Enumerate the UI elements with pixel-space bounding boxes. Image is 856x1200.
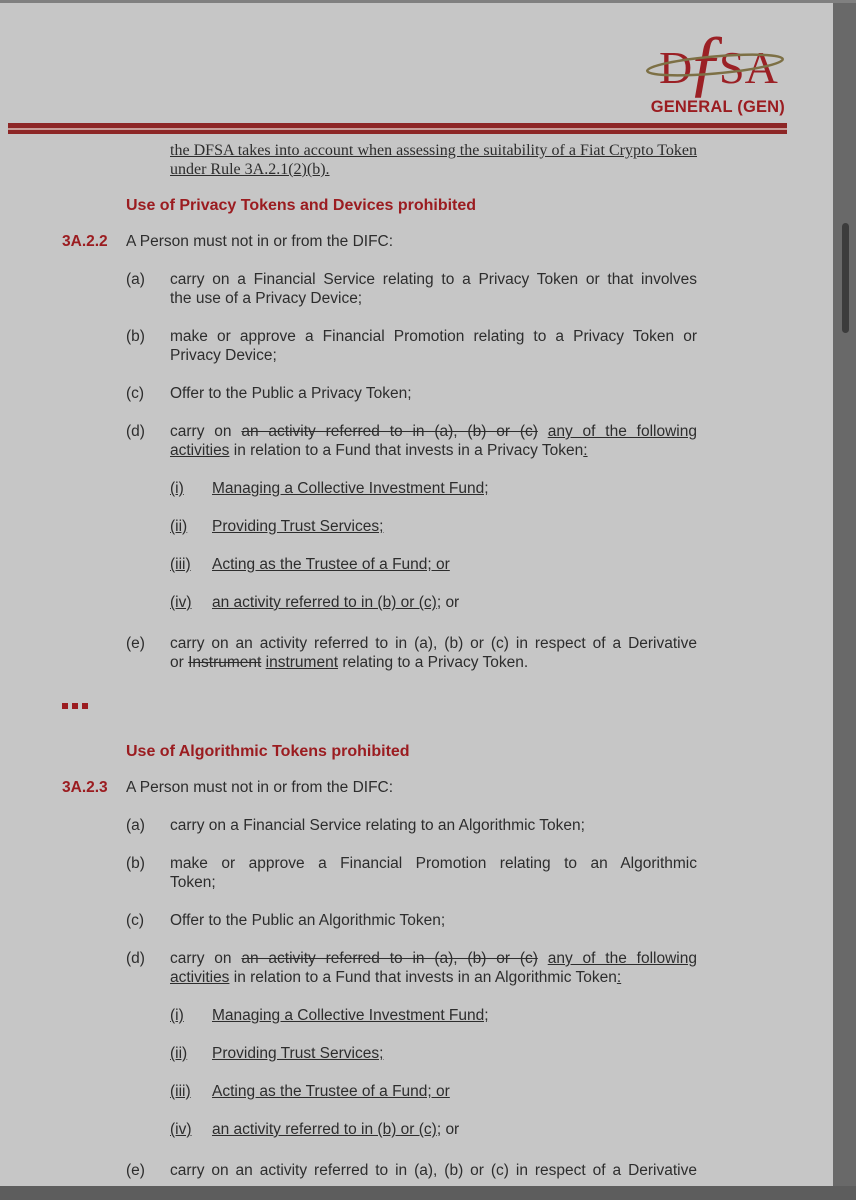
list-label: (c) (126, 385, 145, 402)
list-text (170, 816, 697, 835)
text-line: Managing a Collective Investment Fund; (212, 1007, 489, 1024)
general-gen-title: GENERAL (GEN) (650, 98, 785, 116)
list-text (212, 593, 630, 612)
text-line: the use of a Privacy Device; (170, 290, 363, 307)
text-line: an activity referred to in (b) or (c); or (212, 594, 460, 611)
list-label: (ii) (170, 518, 188, 535)
list-item (126, 949, 697, 987)
list-label: (a) (126, 817, 145, 834)
text-line: make or approve a Financial Promotion relating to a Privacy Token or (170, 328, 697, 345)
text-line: the DFSA takes into account when assessing the suitability of a Fiat Crypto Token (170, 142, 697, 159)
document-page (0, 3, 833, 1186)
list-item (126, 327, 697, 365)
text-line: carry on an activity referred to in (a), (b) or (c) any of the following (170, 423, 697, 440)
text-line: carry on an activity referred to in (a), (b) or (c) in respect of a Derivative (170, 1162, 697, 1179)
list-text (212, 1006, 630, 1025)
section-heading: Use of Privacy Tokens and Devices prohibited (126, 197, 477, 214)
scrollbar-thumb[interactable] (842, 223, 849, 333)
text-line: Offer to the Public a Privacy Token; (170, 385, 412, 402)
section-heading: Use of Algorithmic Tokens prohibited (126, 743, 410, 760)
list-text (212, 1082, 630, 1101)
text-line: Privacy Device; (170, 347, 277, 364)
rule-text (126, 232, 697, 251)
sub-list-item (170, 593, 630, 612)
list-text (170, 854, 697, 892)
list-text (170, 911, 697, 930)
rule-number: 3A.2.2 (62, 233, 108, 250)
ellipsis-marker (62, 703, 833, 709)
list-label: (b) (126, 328, 145, 345)
list-item (126, 854, 697, 892)
text-line: make or approve a Financial Promotion relating to an Algorithmic (170, 855, 697, 872)
sub-list-item (170, 1120, 630, 1139)
list-text (212, 1044, 630, 1063)
text-line: under Rule 3A.2.1(2)(b). (170, 161, 330, 178)
sub-list-item (170, 555, 630, 574)
list-label: (b) (126, 855, 145, 872)
rule-paragraph (62, 778, 697, 797)
text-line: Token; (170, 874, 216, 891)
logo-letter-f: ƒ (687, 21, 725, 99)
list-text (170, 422, 697, 460)
list-label: (iv) (170, 594, 192, 611)
list-label: (i) (170, 480, 184, 497)
text-line: A Person must not in or from the DIFC: (126, 233, 394, 250)
window-top-edge (0, 0, 856, 3)
list-label: (e) (126, 635, 145, 652)
text-line: Providing Trust Services; (212, 518, 384, 535)
list-label: (d) (126, 423, 145, 440)
logo-letter-d: D (659, 42, 693, 93)
text-line: carry on an activity referred to in (a), (b) or (c) any of the following (170, 950, 697, 967)
sub-list-item (170, 1044, 630, 1063)
sub-list-item (170, 479, 630, 498)
list-item (126, 634, 697, 672)
rule-text (126, 778, 697, 797)
list-item (126, 270, 697, 308)
sub-list-item (170, 1082, 630, 1101)
list-label: (c) (126, 912, 145, 929)
dfsa-logo (645, 21, 785, 99)
text-line: Acting as the Trustee of a Fund; or (212, 1083, 450, 1100)
document-body (0, 141, 833, 1180)
list-text (212, 479, 630, 498)
text-line: Acting as the Trustee of a Fund; or (212, 556, 450, 573)
text-line: Managing a Collective Investment Fund; (212, 480, 489, 497)
list-label: (e) (126, 1162, 145, 1179)
list-text (212, 1120, 630, 1139)
rule-number: 3A.2.3 (62, 779, 108, 796)
sub-list-item (170, 1006, 630, 1025)
list-text (170, 327, 697, 365)
list-text (170, 270, 697, 308)
list-label: (i) (170, 1007, 184, 1024)
list-text (170, 634, 697, 672)
document-header (0, 3, 833, 123)
list-label: (d) (126, 950, 145, 967)
text-line: A Person must not in or from the DIFC: (126, 779, 394, 796)
sub-list-item (170, 517, 630, 536)
text-line: carry on an activity referred to in (a), (b) or (c) in respect of a Derivative (170, 635, 697, 652)
list-label: (ii) (170, 1045, 188, 1062)
text-line: carry on a Financial Service relating to a Privacy Token or that involves (170, 271, 697, 288)
double-red-rule (8, 123, 787, 134)
list-text (170, 384, 697, 403)
list-label: (iii) (170, 1083, 191, 1100)
list-item (126, 384, 697, 403)
list-text (170, 1161, 697, 1180)
text-line: Offer to the Public an Algorithmic Token; (170, 912, 446, 929)
list-text (212, 517, 630, 536)
list-label: (iv) (170, 1121, 192, 1138)
text-line: activities in relation to a Fund that invests in a Privacy Token: (170, 442, 588, 459)
text-line: Providing Trust Services; (212, 1045, 384, 1062)
list-item (126, 816, 697, 835)
text-line: or Instrument instrument relating to a Privacy Token. (170, 654, 529, 671)
text-line: an activity referred to in (b) or (c); or (212, 1121, 460, 1138)
text-line: activities in relation to a Fund that invests in an Algorithmic Token: (170, 969, 622, 986)
list-text (212, 555, 630, 574)
intro-paragraph (170, 141, 697, 179)
window-bottom-bar (0, 1186, 856, 1200)
logo-letters-sa: SA (719, 42, 778, 93)
list-label: (a) (126, 271, 145, 288)
list-text (170, 949, 697, 987)
text-line: carry on a Financial Service relating to an Algorithmic Token; (170, 817, 585, 834)
list-item (126, 1161, 697, 1180)
list-item (126, 911, 697, 930)
rule-paragraph (62, 232, 697, 251)
list-item (126, 422, 697, 460)
list-label: (iii) (170, 556, 191, 573)
